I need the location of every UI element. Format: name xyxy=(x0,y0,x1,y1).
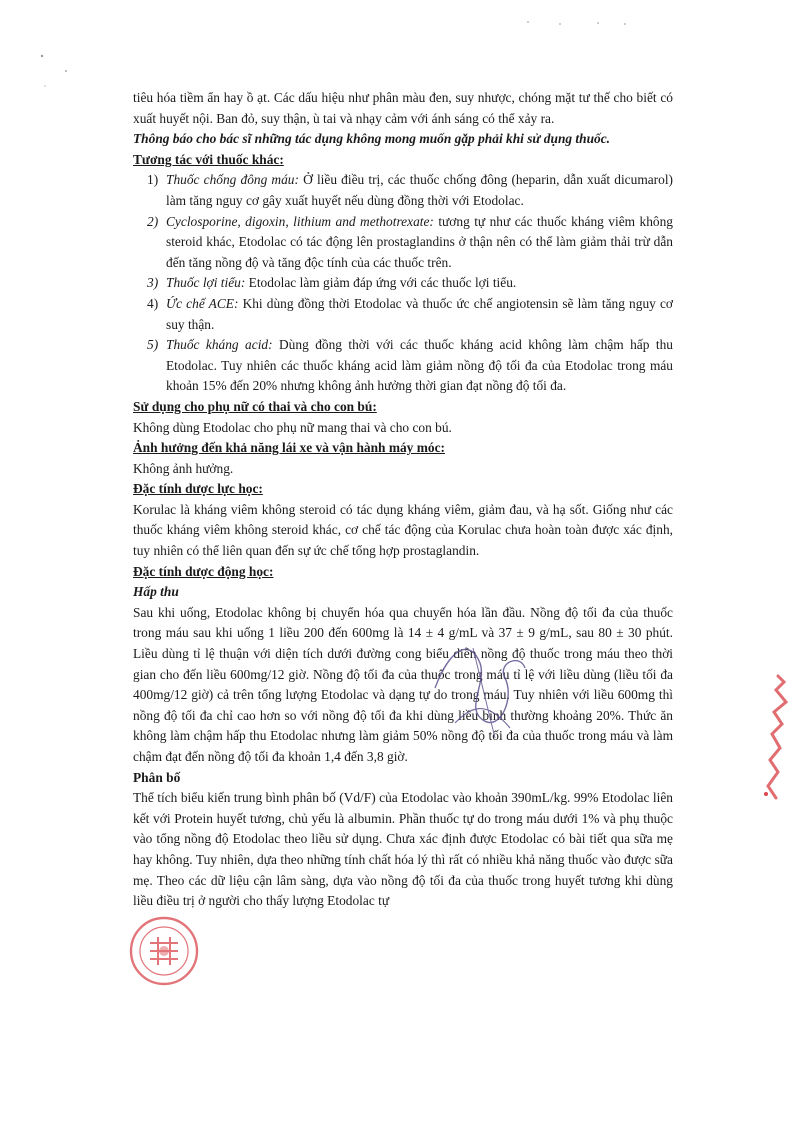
section-heading-pharmacokinetics: Đặc tính dược động học: xyxy=(133,563,274,579)
interaction-term: Thuốc chống đông máu: xyxy=(166,172,299,188)
interaction-text: Dùng đồng thời với các thuốc kháng acid không làm chậm hấp thu Etodolac. Tuy nhiên các thuốc kháng acid làm giảm nồng độ tối đa của Etodolac trong máu khoản 15% đến 20% nhưng không ảnh hưởng thời gian đạt nồng độ tối đa. xyxy=(166,337,673,394)
intro-paragraph: tiêu hóa tiềm ẩn hay ồ ạt. Các dấu hiệu như phân màu đen, suy nhược, chóng mặt tư thế cho biết có xuất huyết nội. Ban đỏ, suy thận, ù tai và nhạy cảm với ánh sáng có thể xảy ra. xyxy=(133,90,673,126)
interaction-item xyxy=(133,170,673,211)
interaction-item xyxy=(133,335,673,397)
interaction-number: 3) xyxy=(147,275,159,291)
interaction-number: 4) xyxy=(147,295,159,311)
interaction-text: Khi dùng đồng thời Etodolac và thuốc ức chế angiotensin sẽ làm tăng nguy cơ suy thận. xyxy=(166,295,673,332)
interaction-text: Etodolac làm giảm đáp ứng với các thuốc lợi tiểu. xyxy=(245,275,517,291)
interaction-term: Ức chế ACE: xyxy=(166,295,239,311)
interaction-term: Thuốc kháng acid: xyxy=(166,337,273,353)
section-heading-pregnancy: Sử dụng cho phụ nữ có thai và cho con bú: xyxy=(133,398,377,414)
interaction-text: tương tự như các thuốc kháng viêm không steroid khác, Etodolac có tác động lên prostaglandins ở thận nên có thể làm giảm thải trừ dẫn đến tăng nồng độ và tăng độc tính của các thuốc trên. xyxy=(166,213,673,270)
subheading-absorption: Hấp thu xyxy=(133,584,179,600)
driving-text: Không ảnh hưởng. xyxy=(133,460,234,476)
interaction-item xyxy=(133,212,673,274)
interaction-number: 2) xyxy=(147,213,159,229)
handwritten-signature xyxy=(425,628,535,748)
interaction-term: Cyclosporine, digoxin, lithium and methotrexate: xyxy=(166,213,434,229)
section-heading-pharmacodynamics: Đặc tính dược lực học: xyxy=(133,481,263,497)
document-page xyxy=(133,88,673,912)
interaction-item xyxy=(133,294,673,335)
interaction-term: Thuốc lợi tiểu: xyxy=(166,275,246,291)
edge-stamp-mark xyxy=(758,668,792,808)
pregnancy-text: Không dùng Etodolac cho phụ nữ mang thai và cho con bú. xyxy=(133,419,452,435)
interaction-list xyxy=(133,170,673,397)
distribution-text: Thể tích biểu kiến trung bình phân bố (Vd/F) của Etodolac vào khoản 390mL/kg. 99% Etodolac liên kết với Protein huyết tương, chủ yếu là albumin. Phần thuốc tự do trong máu dưới 1% và phụ thuộc vào tổng nồng độ Etodolac theo liều sử dụng. Chưa xác định được Etodolac có bài tiết qua sữa mẹ hay không. Tuy nhiên, dựa theo những tính chất hóa lý thì rất có nhiều khả năng thuốc vào được sữa mẹ. Theo các dữ liệu cận lâm sàng, dựa vào nồng độ tối đa của thuốc trong huyết tương khi dùng liều điều trị ở người cho thấy lượng Etodolac tự xyxy=(133,790,673,909)
interaction-number: 5) xyxy=(147,337,159,353)
section-heading-driving: Ảnh hưởng đến khả năng lái xe và vận hành máy móc: xyxy=(133,440,445,456)
interaction-text: Ở liều điều trị, các thuốc chống đông (heparin, dẫn xuất dicumarol) làm tăng nguy cơ gây xuất huyết nếu dùng đồng thời với Etodolac. xyxy=(166,172,674,208)
interaction-item xyxy=(133,273,673,294)
interaction-number: 1) xyxy=(147,172,159,188)
notice-line: Thông báo cho bác sĩ những tác dụng không mong muốn gặp phải khi sử dụng thuốc. xyxy=(133,131,611,147)
scan-specks xyxy=(0,0,800,90)
subheading-distribution: Phân bố xyxy=(133,769,181,785)
pharmacodynamics-text: Korulac là kháng viêm không steroid có tác dụng kháng viêm, giảm đau, và hạ sốt. Giống như các thuốc kháng viêm không steroid khác, cơ chế tác động của Korulac chưa hoàn toàn được xác định, tuy nhiên có thể liên quan đến sự ức chế tổng hợp prostaglandin. xyxy=(133,501,673,559)
section-heading-interactions: Tương tác với thuốc khác: xyxy=(133,151,284,167)
absorption-text: Sau khi uống, Etodolac không bị chuyển hóa qua chuyển hóa lần đầu. Nồng độ tối đa của thuốc trong máu sau khi uống 1 liều 200 đến 600mg là 14 ± 4 g/mL và 37 ± 9 g/mL, sau 80 ± 30 phút. Liều dùng tỉ lệ thuận với diện tích dưới đường cong biểu diễn nồng độ thuốc trong máu theo thời gian cho đến liều 600mg/12 giờ. Nồng độ tối đa của thuốc trong máu tỉ lệ với liều dùng (liều tối đa 400mg/12 giờ) cả trên tổng lượng Etodolac và dạng tự do trong máu. Tuy nhiên với liều 600mg thì nồng độ tối đa chỉ cao hơn so với nồng độ tối đa khi dùng liều bình thường khoảng 20%. Thức ăn không làm chậm hấp thu Etodolac nhưng làm giảm 50% nồng độ tối đa của thuốc trong máu và làm chậm đạt đến nồng độ tối đa khoản 1,4 đến 3,8 giờ. xyxy=(133,604,673,764)
company-seal xyxy=(128,915,200,987)
